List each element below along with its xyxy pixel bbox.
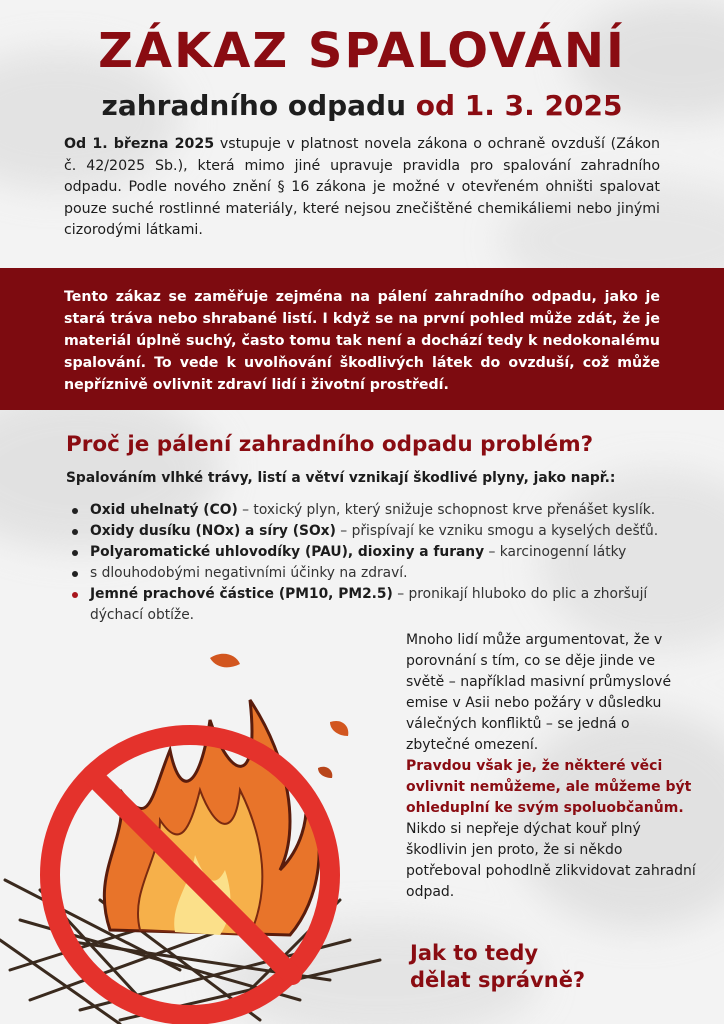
item-term: Jemné prachové částice (PM10, PM2.5) <box>90 586 393 602</box>
page-subtitle <box>0 88 724 124</box>
page-title: ZÁKAZ SPALOVÁNÍ <box>98 23 626 79</box>
side-text-1: Mnoho lidí může argumentovat, že v porovnání s tím, co se děje jinde ve světě – například masivní průmyslové emise v Asii nebo požáry v důsledku válečných konfliktů – se jedná o zbytečné omezení. <box>406 632 672 753</box>
item-term: Oxidy dusíku (NOx) a síry (SOx) <box>90 523 336 539</box>
subtitle-main: zahradního odpadu <box>101 89 407 122</box>
item-desc: – pronikají hluboko do plic a zhoršují dýchací obtíže. <box>90 586 648 623</box>
item-desc: s dlouhodobými negativními účinky na zdraví. <box>90 565 408 581</box>
item-desc: – toxický plyn, který snižuje schopnost krve přenášet kyslík. <box>237 502 656 518</box>
bullet-icon <box>72 592 78 598</box>
side-highlight: Pravdou však je, že některé věci ovlivnit nemůžeme, ale můžeme být ohleduplní ke svým spoluobčanům. <box>406 758 692 816</box>
intro-bold-lead: Od 1. března 2025 <box>64 136 215 152</box>
argument-text <box>406 630 696 903</box>
list-item <box>70 584 680 626</box>
side-text-2: Nikdo si nepřeje dýchat kouř plný škodlivin jen proto, že si někdo potřeboval pohodlně zlikvidovat zahradní odpad. <box>406 821 696 900</box>
call-to-action <box>410 940 710 994</box>
subtitle-date: od 1. 3. 2025 <box>415 89 623 122</box>
list-item <box>70 521 680 542</box>
no-burning-icon <box>0 640 400 1024</box>
item-term: Oxid uhelnatý (CO) <box>90 502 238 518</box>
warning-banner <box>0 268 724 410</box>
banner-text: Tento zákaz se zaměřuje zejména na pálení zahradního odpadu, jako je stará tráva nebo shrabané listí. I když se na první pohled může zdát, že je materiál úplně suchý, často tomu tak není a dochází tedy k nedokonalému spalování. To vede k uvolňování škodlivých látek do ovzduší, což může nepříznivě ovlivnit zdraví lidí i životní prostředí. <box>64 289 660 393</box>
bullet-icon <box>72 529 78 535</box>
pollutant-list <box>70 500 680 626</box>
list-item <box>70 563 680 584</box>
item-desc: – přispívají ke vzniku smogu a kyselých dešťů. <box>335 523 659 539</box>
bullet-icon <box>72 508 78 514</box>
why-lead: Spalováním vlhké trávy, listí a větví vznikají škodlivé plyny, jako např.: <box>66 470 616 486</box>
cta-line-1: Jak to tedy <box>410 941 539 965</box>
intro-text: vstupuje v platnost novela zákona o ochraně ovzduší (Zákon č. 42/2025 Sb.), která mimo jiné upravuje pravidla pro spalování zahradního odpadu. Podle nového znění § 16 zákona je možné v otevřeném ohništi spalovat pouze suché rostlinné materiály, které nejsou znečištěné chemikáliemi nebo jinými cizorodými látkami. <box>64 136 660 238</box>
list-item <box>70 542 680 563</box>
why-heading: Proč je pálení zahradního odpadu problém? <box>66 432 594 457</box>
intro-paragraph <box>64 134 660 242</box>
bullet-icon <box>72 550 78 556</box>
list-item <box>70 500 680 521</box>
cta-line-2: dělat správně? <box>410 968 586 992</box>
item-term: Polyaromatické uhlovodíky (PAU), dioxiny a furany <box>90 544 485 560</box>
item-desc: – karcinogenní látky <box>484 544 627 560</box>
bullet-icon <box>72 571 78 577</box>
